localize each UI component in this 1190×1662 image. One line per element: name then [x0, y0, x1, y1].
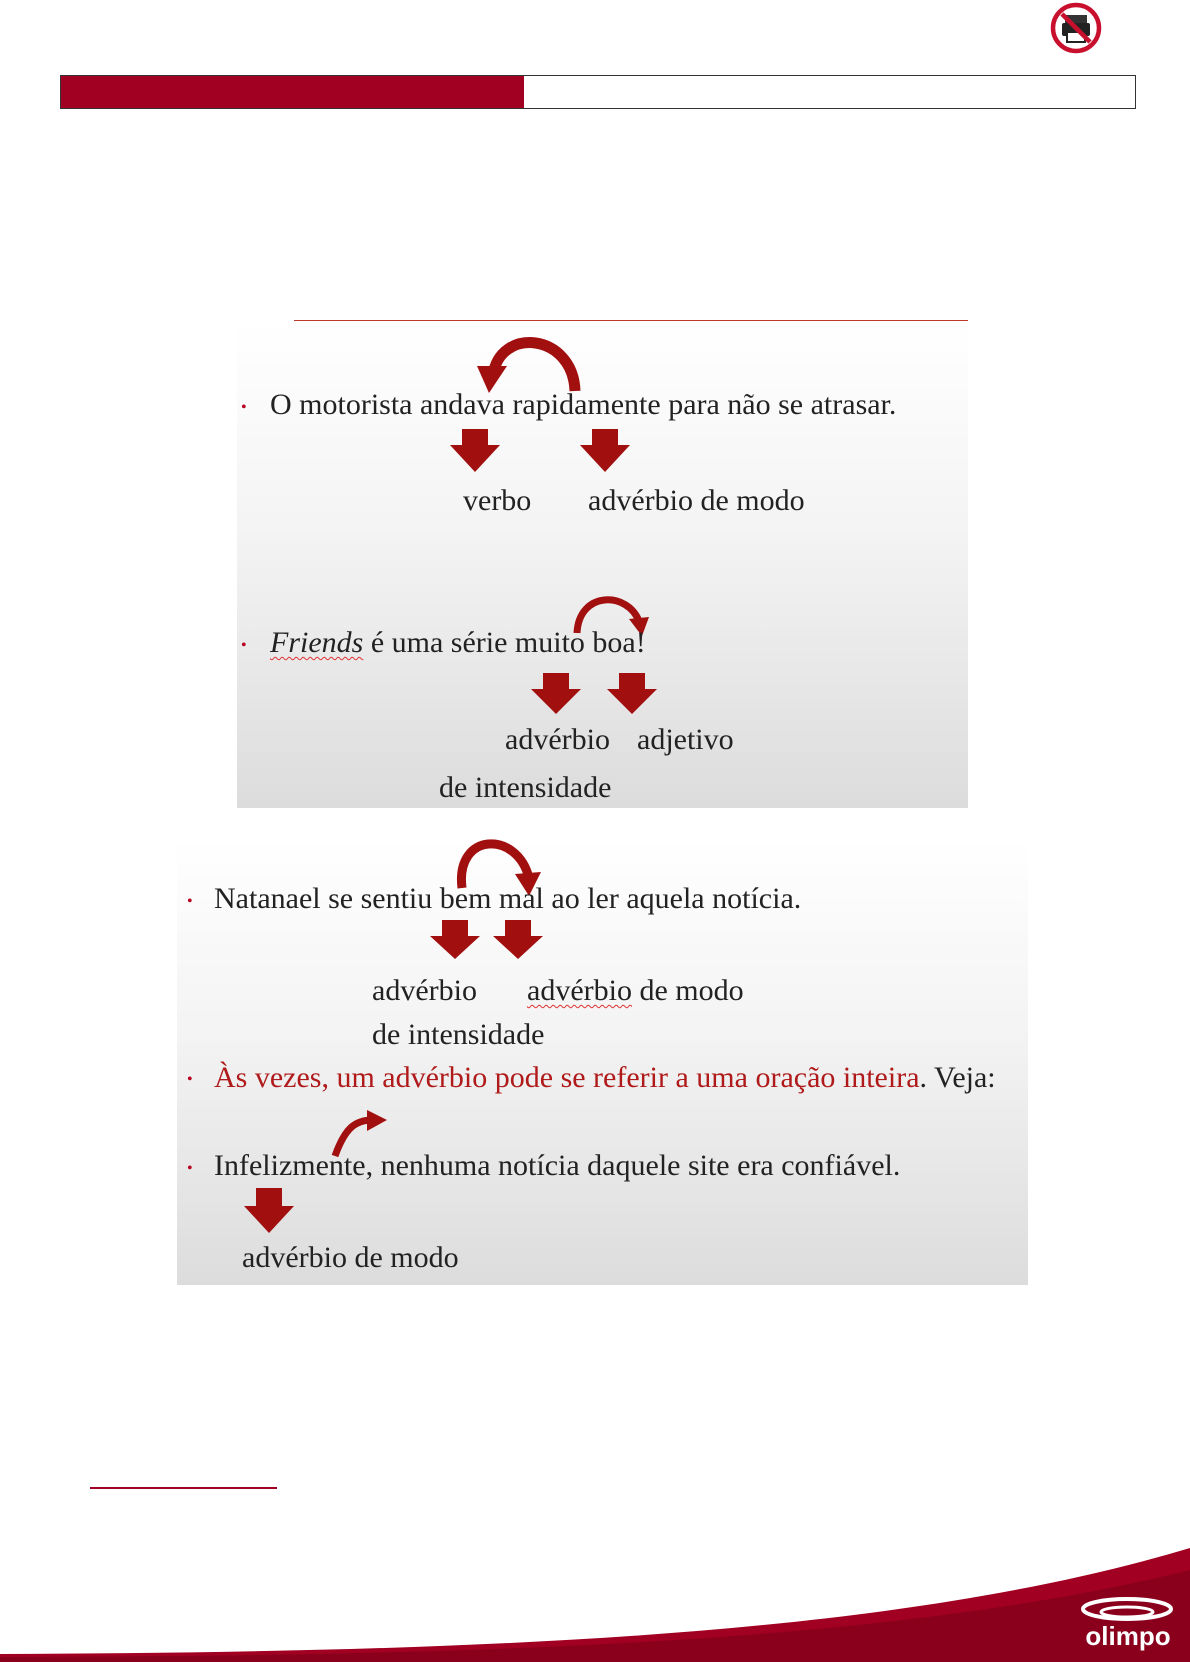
- label-de-intensidade: de intensidade: [439, 771, 612, 804]
- slide-adverb-examples-1: [237, 321, 968, 808]
- bullet-icon: •: [187, 1160, 193, 1177]
- footer-swoosh: [0, 1540, 1190, 1662]
- sentence-2-rest: é uma série muito boa!: [363, 626, 646, 659]
- label-de-intensidade: de intensidade: [372, 1018, 545, 1051]
- header-bar-accent: [61, 76, 524, 108]
- down-arrow-icon: [580, 429, 630, 472]
- label-adjetivo: adjetivo: [637, 723, 734, 756]
- olimpo-brand-text: olimpo: [1085, 1621, 1171, 1651]
- footnote-separator: [90, 1487, 277, 1489]
- label-adverbio-de-modo: advérbio de modo: [588, 484, 805, 517]
- word-friends: Friends: [270, 626, 364, 659]
- down-arrow-icon: [244, 1188, 294, 1233]
- example-sentence-1: O motorista andava rapidamente para não se atrasar.: [270, 388, 897, 421]
- bullet-icon: •: [187, 1071, 193, 1088]
- label-adverbio: advérbio: [372, 974, 477, 1007]
- adverb-note: [214, 1063, 996, 1093]
- down-arrow-icon: [450, 429, 500, 472]
- example-sentence-3: Natanael se sentiu bem mal ao ler aquela notícia.: [214, 882, 802, 915]
- header-bar: [60, 75, 1136, 109]
- example-sentence-4: Infelizmente, nenhuma notícia daquele site era confiável.: [214, 1149, 901, 1182]
- example-sentence-2: [270, 628, 646, 658]
- no-print-icon: [1050, 2, 1102, 54]
- down-arrow-icon: [531, 673, 581, 714]
- adverb-note-rest: . Veja:: [919, 1061, 996, 1094]
- label-adverbio-de-modo: advérbio de modo: [242, 1241, 459, 1274]
- label-adverbio-de-modo: [527, 976, 744, 1006]
- label-adverbio: advérbio: [505, 723, 610, 756]
- label-verbo: verbo: [463, 484, 532, 517]
- bullet-icon: •: [241, 399, 247, 416]
- bullet-icon: •: [241, 637, 247, 654]
- label-de-modo: de modo: [631, 974, 744, 1007]
- adverb-note-highlight: Às vezes, um advérbio pode se referir a uma oração inteira: [214, 1061, 920, 1094]
- down-arrow-icon: [430, 920, 480, 959]
- bullet-icon: •: [187, 893, 193, 910]
- word-adverbio: advérbio: [527, 974, 632, 1007]
- slide-adverb-examples-2: [177, 838, 1028, 1285]
- down-arrow-icon: [493, 920, 543, 959]
- curved-arrow-head: [367, 1110, 387, 1131]
- down-arrow-icon: [607, 673, 657, 714]
